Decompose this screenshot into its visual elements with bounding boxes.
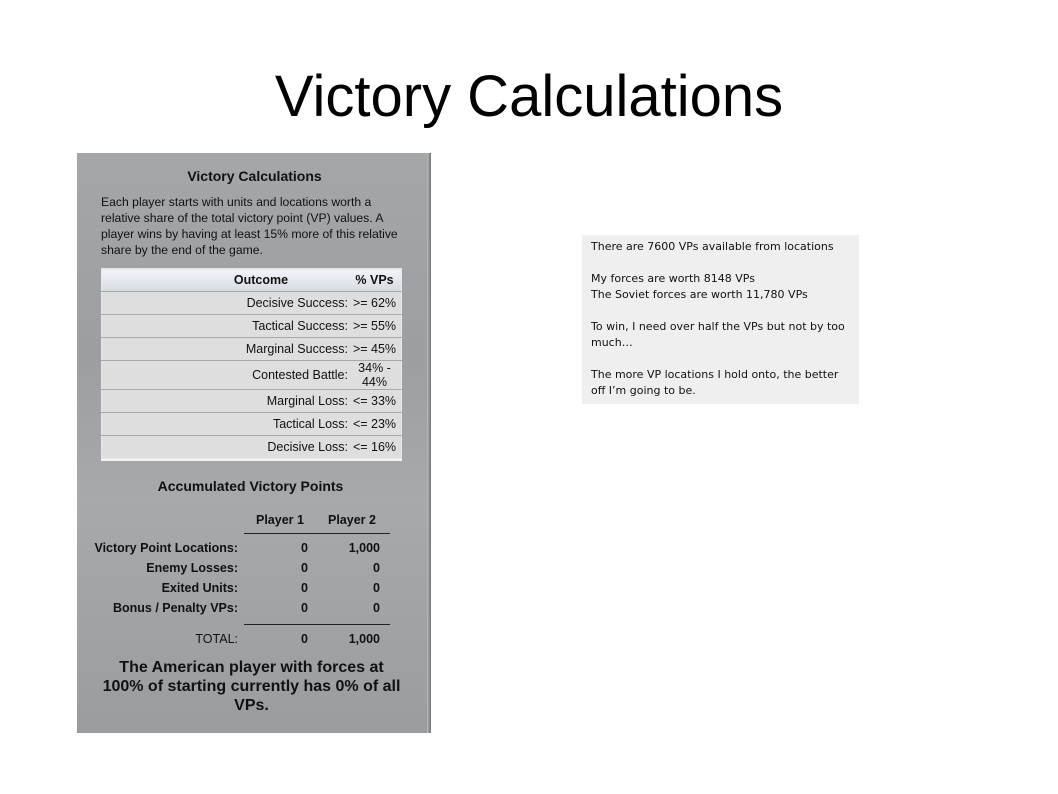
outcome-value: <= 23%	[348, 413, 402, 436]
player1-total: 0	[301, 632, 308, 646]
outcome-value: 34% - 44%	[348, 361, 402, 390]
player1-value: 0	[301, 601, 308, 615]
table-row	[102, 436, 402, 459]
outcome-value: >= 45%	[348, 338, 402, 361]
slide-title: Victory Calculations	[274, 64, 784, 129]
total-row	[77, 632, 427, 650]
table-row	[102, 413, 402, 436]
accumulated-row	[77, 601, 427, 619]
panel-title: Victory Calculations	[187, 168, 322, 184]
table-row	[102, 390, 402, 413]
table-row	[102, 292, 402, 315]
outcome-value: <= 16%	[348, 436, 402, 459]
outcome-header: Outcome	[102, 269, 349, 292]
table-row	[102, 315, 402, 338]
note-spacer	[591, 255, 850, 271]
outcome-label: Decisive Success:	[102, 292, 349, 315]
accumulated-row	[77, 561, 427, 579]
outcome-label: Marginal Success:	[102, 338, 349, 361]
accumulated-title: Accumulated Victory Points	[157, 478, 344, 494]
panel-edge	[427, 153, 431, 733]
player2-total: 1,000	[348, 632, 380, 646]
player2-value: 0	[373, 601, 380, 615]
vps-header: % VPs	[348, 269, 402, 292]
total-divider	[244, 624, 390, 625]
note-line: The Soviet forces are worth 11,780 VPs	[591, 288, 808, 301]
player1-value: 0	[301, 581, 308, 595]
outcome-label: Marginal Loss:	[102, 390, 349, 413]
outcome-label: Decisive Loss:	[102, 436, 349, 459]
note-line: There are 7600 VPs available from locations	[591, 240, 834, 253]
victory-summary: The American player with forces at 100% of starting currently has 0% of all VPs.	[102, 659, 401, 714]
outcome-table	[101, 268, 402, 459]
outcome-label: Tactical Success:	[102, 315, 349, 338]
accumulated-row	[77, 541, 427, 559]
accumulated-label: Enemy Losses:	[146, 561, 238, 575]
note-line: My forces are worth 8148 VPs	[591, 272, 755, 285]
outcome-label: Tactical Loss:	[102, 413, 349, 436]
accumulated-label: Victory Point Locations:	[94, 541, 238, 555]
player2-header: Player 2	[328, 513, 376, 527]
player2-value: 0	[373, 581, 380, 595]
note-spacer	[591, 351, 850, 367]
accumulated-label: Bonus / Penalty VPs:	[112, 601, 238, 615]
outcome-table-header	[102, 269, 402, 292]
victory-panel	[77, 153, 427, 733]
accumulated-row	[77, 581, 427, 599]
note-box	[582, 235, 859, 404]
panel-description: Each player starts with units and locations worth a relative share of the total victory point (VP) values. A player wins by having at least 15% more of this relative share by the end of the game.	[101, 195, 398, 257]
outcome-value: <= 33%	[348, 390, 402, 413]
note-line: The more VP locations I hold onto, the better off I’m going to be.	[591, 368, 839, 397]
outcome-label: Contested Battle:	[102, 361, 349, 390]
total-label: TOTAL:	[195, 632, 238, 646]
note-line: To win, I need over half the VPs but not by too much…	[591, 320, 845, 349]
header-divider	[244, 533, 390, 534]
player1-value: 0	[301, 541, 308, 555]
player2-value: 0	[373, 561, 380, 575]
outcome-value: >= 55%	[348, 315, 402, 338]
table-row	[102, 338, 402, 361]
table-row	[102, 361, 402, 390]
player1-header: Player 1	[256, 513, 304, 527]
accumulated-label: Exited Units:	[161, 581, 238, 595]
player1-value: 0	[301, 561, 308, 575]
note-spacer	[591, 303, 850, 319]
player2-value: 1,000	[348, 541, 380, 555]
outcome-value: >= 62%	[348, 292, 402, 315]
